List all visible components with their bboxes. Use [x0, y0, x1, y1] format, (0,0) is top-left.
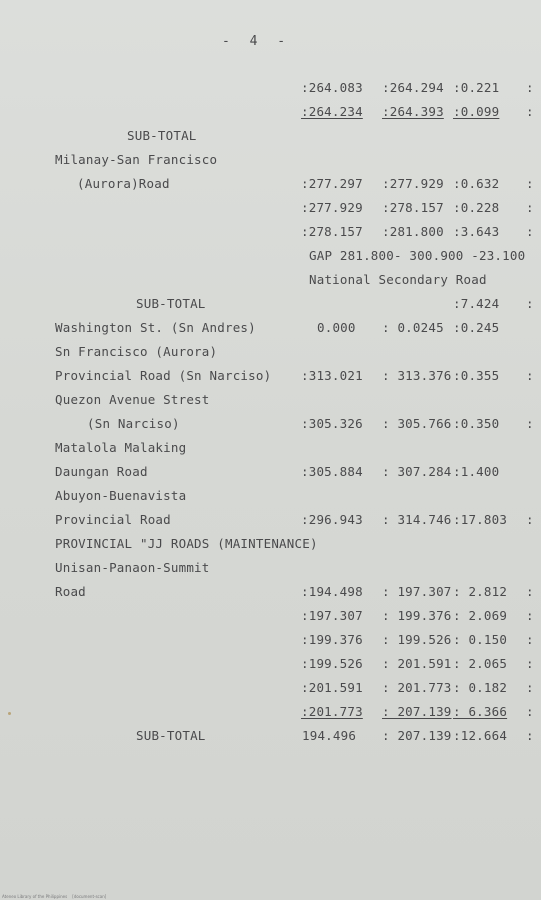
row-label: Sn Francisco (Aurora)	[55, 344, 218, 359]
from-km-cell: :264.234	[301, 104, 363, 119]
to-km-cell: : 207.139	[382, 704, 452, 719]
row-end-colon: :	[526, 584, 534, 599]
row-end-colon: :	[526, 368, 534, 383]
length-cell: :1.400	[453, 464, 500, 479]
to-km-cell: :264.294	[382, 80, 444, 95]
row-end-colon: :	[526, 176, 534, 191]
row-end-colon: :	[526, 296, 534, 311]
to-km-cell: : 201.591	[382, 656, 452, 671]
row-end-colon: :	[526, 608, 534, 623]
from-km-cell: :201.591	[301, 680, 363, 695]
length-cell: : 2.065	[453, 656, 508, 671]
to-km-cell: : 313.376	[382, 368, 452, 383]
row-label: Quezon Avenue Strest	[55, 392, 210, 407]
row-end-colon: :	[526, 704, 534, 719]
gap-note: GAP 281.800- 300.900 -23.100	[309, 248, 526, 263]
length-cell: : 2.812	[453, 584, 508, 599]
row-label: Provincial Road	[55, 512, 171, 527]
length-cell: :0.350	[453, 416, 500, 431]
row-label: Unisan-Panaon-Summit	[55, 560, 210, 575]
to-km-cell: : 314.746	[382, 512, 452, 527]
row-end-colon: :	[526, 728, 534, 743]
to-km-cell: : 199.526	[382, 632, 452, 647]
from-km-cell: :305.326	[301, 416, 363, 431]
row-label: (Sn Narciso)	[87, 416, 180, 431]
to-km-cell: :278.157	[382, 200, 444, 215]
length-cell: :12.664	[453, 728, 508, 743]
row-label: SUB-TOTAL	[127, 128, 197, 143]
row-end-colon: :	[526, 224, 534, 239]
length-cell: : 6.366	[453, 704, 508, 719]
from-km-cell: :194.498	[301, 584, 363, 599]
from-km-cell: :277.929	[301, 200, 363, 215]
row-label: Road	[55, 584, 86, 599]
length-cell: :0.245	[453, 320, 500, 335]
from-km-cell: :201.773	[301, 704, 363, 719]
to-km-cell: : 199.376	[382, 608, 452, 623]
length-cell: : 2.069	[453, 608, 508, 623]
row-end-colon: :	[526, 632, 534, 647]
row-label: Washington St. (Sn Andres)	[55, 320, 256, 335]
length-cell: :0.228	[453, 200, 500, 215]
row-label: Daungan Road	[55, 464, 148, 479]
row-end-colon: :	[526, 680, 534, 695]
to-km-cell: : 307.284	[382, 464, 452, 479]
row-label: (Aurora)Road	[77, 176, 170, 191]
from-km-cell: :278.157	[301, 224, 363, 239]
from-km-cell: :277.297	[301, 176, 363, 191]
length-cell: :17.803	[453, 512, 508, 527]
to-km-cell: : 197.307	[382, 584, 452, 599]
row-end-colon: :	[526, 416, 534, 431]
length-cell: :0.355	[453, 368, 500, 383]
row-end-colon: :	[526, 104, 534, 119]
row-label: SUB-TOTAL	[136, 728, 206, 743]
row-label: SUB-TOTAL	[136, 296, 206, 311]
row-label: Abuyon-Buenavista	[55, 488, 187, 503]
from-km-cell: :197.307	[301, 608, 363, 623]
page-number: - 4 -	[222, 34, 292, 49]
row-end-colon: :	[526, 656, 534, 671]
scan-footer: Ateneo Library of the Philippines [document-scan]	[2, 894, 107, 899]
row-label: PROVINCIAL "JJ ROADS (MAINTENANCE)	[55, 536, 318, 551]
to-km-cell: :277.929	[382, 176, 444, 191]
length-cell: :3.643	[453, 224, 500, 239]
row-end-colon: :	[526, 200, 534, 215]
length-cell: :0.221	[453, 80, 500, 95]
from-km-cell: :199.526	[301, 656, 363, 671]
paper-speck	[8, 712, 11, 715]
from-km-cell: :264.083	[301, 80, 363, 95]
length-cell: : 0.150	[453, 632, 508, 647]
to-km-cell: :264.393	[382, 104, 444, 119]
to-km-cell: : 201.773	[382, 680, 452, 695]
from-km-cell: :296.943	[301, 512, 363, 527]
row-label: Milanay-San Francisco	[55, 152, 218, 167]
length-cell: : 0.182	[453, 680, 508, 695]
from-km-cell: 194.496	[302, 728, 357, 743]
row-end-colon: :	[526, 80, 534, 95]
row-end-colon: :	[526, 512, 534, 527]
to-km-cell: : 0.0245	[382, 320, 444, 335]
from-km-cell: :313.021	[301, 368, 363, 383]
from-km-cell: :199.376	[301, 632, 363, 647]
length-cell: :0.099	[453, 104, 500, 119]
row-label: Matalola Malaking	[55, 440, 187, 455]
to-km-cell: :281.800	[382, 224, 444, 239]
length-cell: :0.632	[453, 176, 500, 191]
from-km-cell: :305.884	[301, 464, 363, 479]
to-km-cell: : 305.766	[382, 416, 452, 431]
row-label: Provincial Road (Sn Narciso)	[55, 368, 272, 383]
to-km-cell: : 207.139	[382, 728, 452, 743]
length-cell: :7.424	[453, 296, 500, 311]
from-km-cell: 0.000	[317, 320, 356, 335]
gap-note: National Secondary Road	[309, 272, 487, 287]
